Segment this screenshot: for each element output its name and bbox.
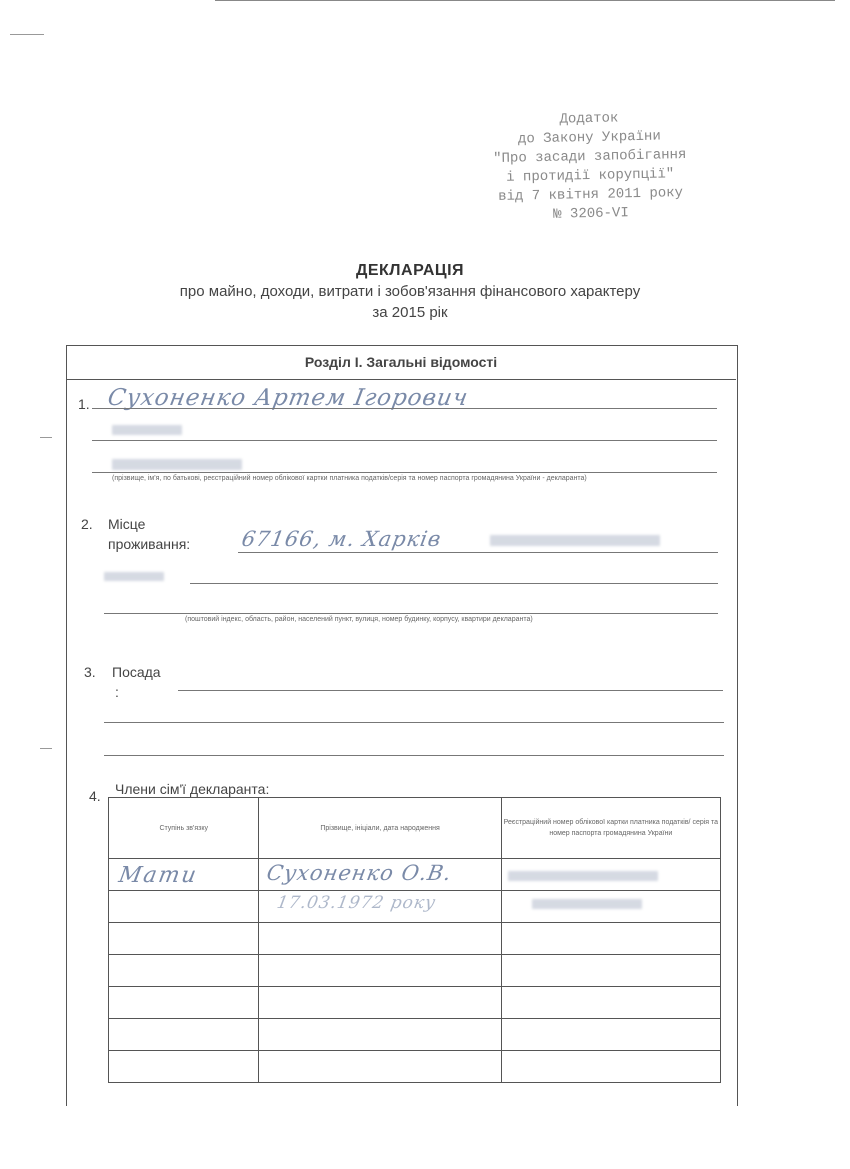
appendix-line: до Закону України: [517, 128, 661, 148]
document-year: за 2015 рік: [372, 304, 448, 321]
registration-redacted: [532, 899, 642, 909]
document-subtitle: про майно, доходи, витрати і зобов'язання фінансового характеру: [179, 283, 641, 300]
table-row: [109, 923, 721, 955]
field3-colon: :: [115, 684, 119, 700]
family-members-table: [108, 797, 721, 1083]
name-handwritten: Сухоненко О.В.: [265, 861, 455, 885]
field1-handwritten-name: Сухоненко Артем Ігорович: [105, 385, 471, 411]
field1-line: [92, 408, 717, 409]
scan-mark: [40, 748, 52, 749]
cell-registration: [501, 859, 720, 891]
scan-mark: [40, 437, 52, 438]
appendix-line: № 3206-VI: [553, 205, 629, 223]
birthdate-handwritten: 17.03.1972 року: [275, 893, 439, 913]
header-registration: Реєстраційний номер облікової картки платника податків/ серія та номер паспорта громадянина України: [501, 798, 720, 859]
field2-handwritten-address: 67166, м. Харків: [239, 527, 444, 551]
field1-redacted: [112, 459, 242, 470]
table-row: [109, 891, 721, 923]
scan-mark: [10, 34, 44, 35]
field2-line: [104, 613, 718, 614]
appendix-line: від 7 квітня 2011 року: [498, 185, 684, 205]
table-row: [109, 859, 721, 891]
table-row: [109, 1019, 721, 1051]
section-title: Розділ І. Загальні відомості: [66, 345, 736, 380]
field1-line: [92, 472, 717, 473]
header-relation: Ступінь зв'язку: [109, 798, 259, 859]
field2-label: проживання:: [108, 536, 191, 552]
field2-line: [190, 583, 718, 584]
cell-name: [259, 859, 501, 891]
relation-handwritten: Мати: [116, 863, 200, 888]
cell-registration: [501, 891, 720, 923]
registration-redacted: [508, 871, 658, 881]
table-row: [109, 987, 721, 1019]
field2-label: Місце: [108, 516, 146, 532]
field2-redacted: [104, 572, 164, 581]
field3-line: [178, 690, 723, 691]
field1-hint: (прізвище, ім'я, по батькові, реєстраційний номер облікової картки платника податків/серія та номер паспорта громадянина України - декларанта): [112, 475, 587, 482]
cell-relation: [109, 891, 259, 923]
field1-redacted: [112, 425, 182, 435]
field1-number: 1.: [78, 396, 90, 412]
document-title: ДЕКЛАРАЦІЯ: [355, 262, 465, 279]
field2-redacted: [490, 535, 660, 546]
appendix-line: і протидії корупції": [506, 166, 675, 186]
field4-number: 4.: [89, 788, 101, 804]
top-edge-line: [215, 0, 835, 1]
header-name: Прізвище, ініціали, дата народження: [259, 798, 501, 859]
field4-label: Члени сім'ї декларанта:: [115, 781, 270, 797]
table-header-row: [109, 798, 721, 859]
field3-number: 3.: [84, 664, 96, 680]
appendix-line: Додаток: [559, 110, 619, 128]
appendix-note: [469, 107, 711, 226]
field2-hint: (поштовий індекс, область, район, населений пункт, вулиця, номер будинку, корпусу, квартири декларанта): [185, 616, 533, 623]
field1-line: [92, 440, 717, 441]
appendix-line: "Про засади запобігання: [493, 146, 687, 168]
field3-line: [104, 755, 724, 756]
field3-line: [104, 722, 724, 723]
table-row: [109, 955, 721, 987]
cell-relation: [109, 859, 259, 891]
field3-label: Посада: [112, 664, 161, 680]
field2-number: 2.: [81, 516, 93, 532]
table-row: [109, 1051, 721, 1083]
cell-name: [259, 891, 501, 923]
field2-line: [238, 552, 718, 553]
